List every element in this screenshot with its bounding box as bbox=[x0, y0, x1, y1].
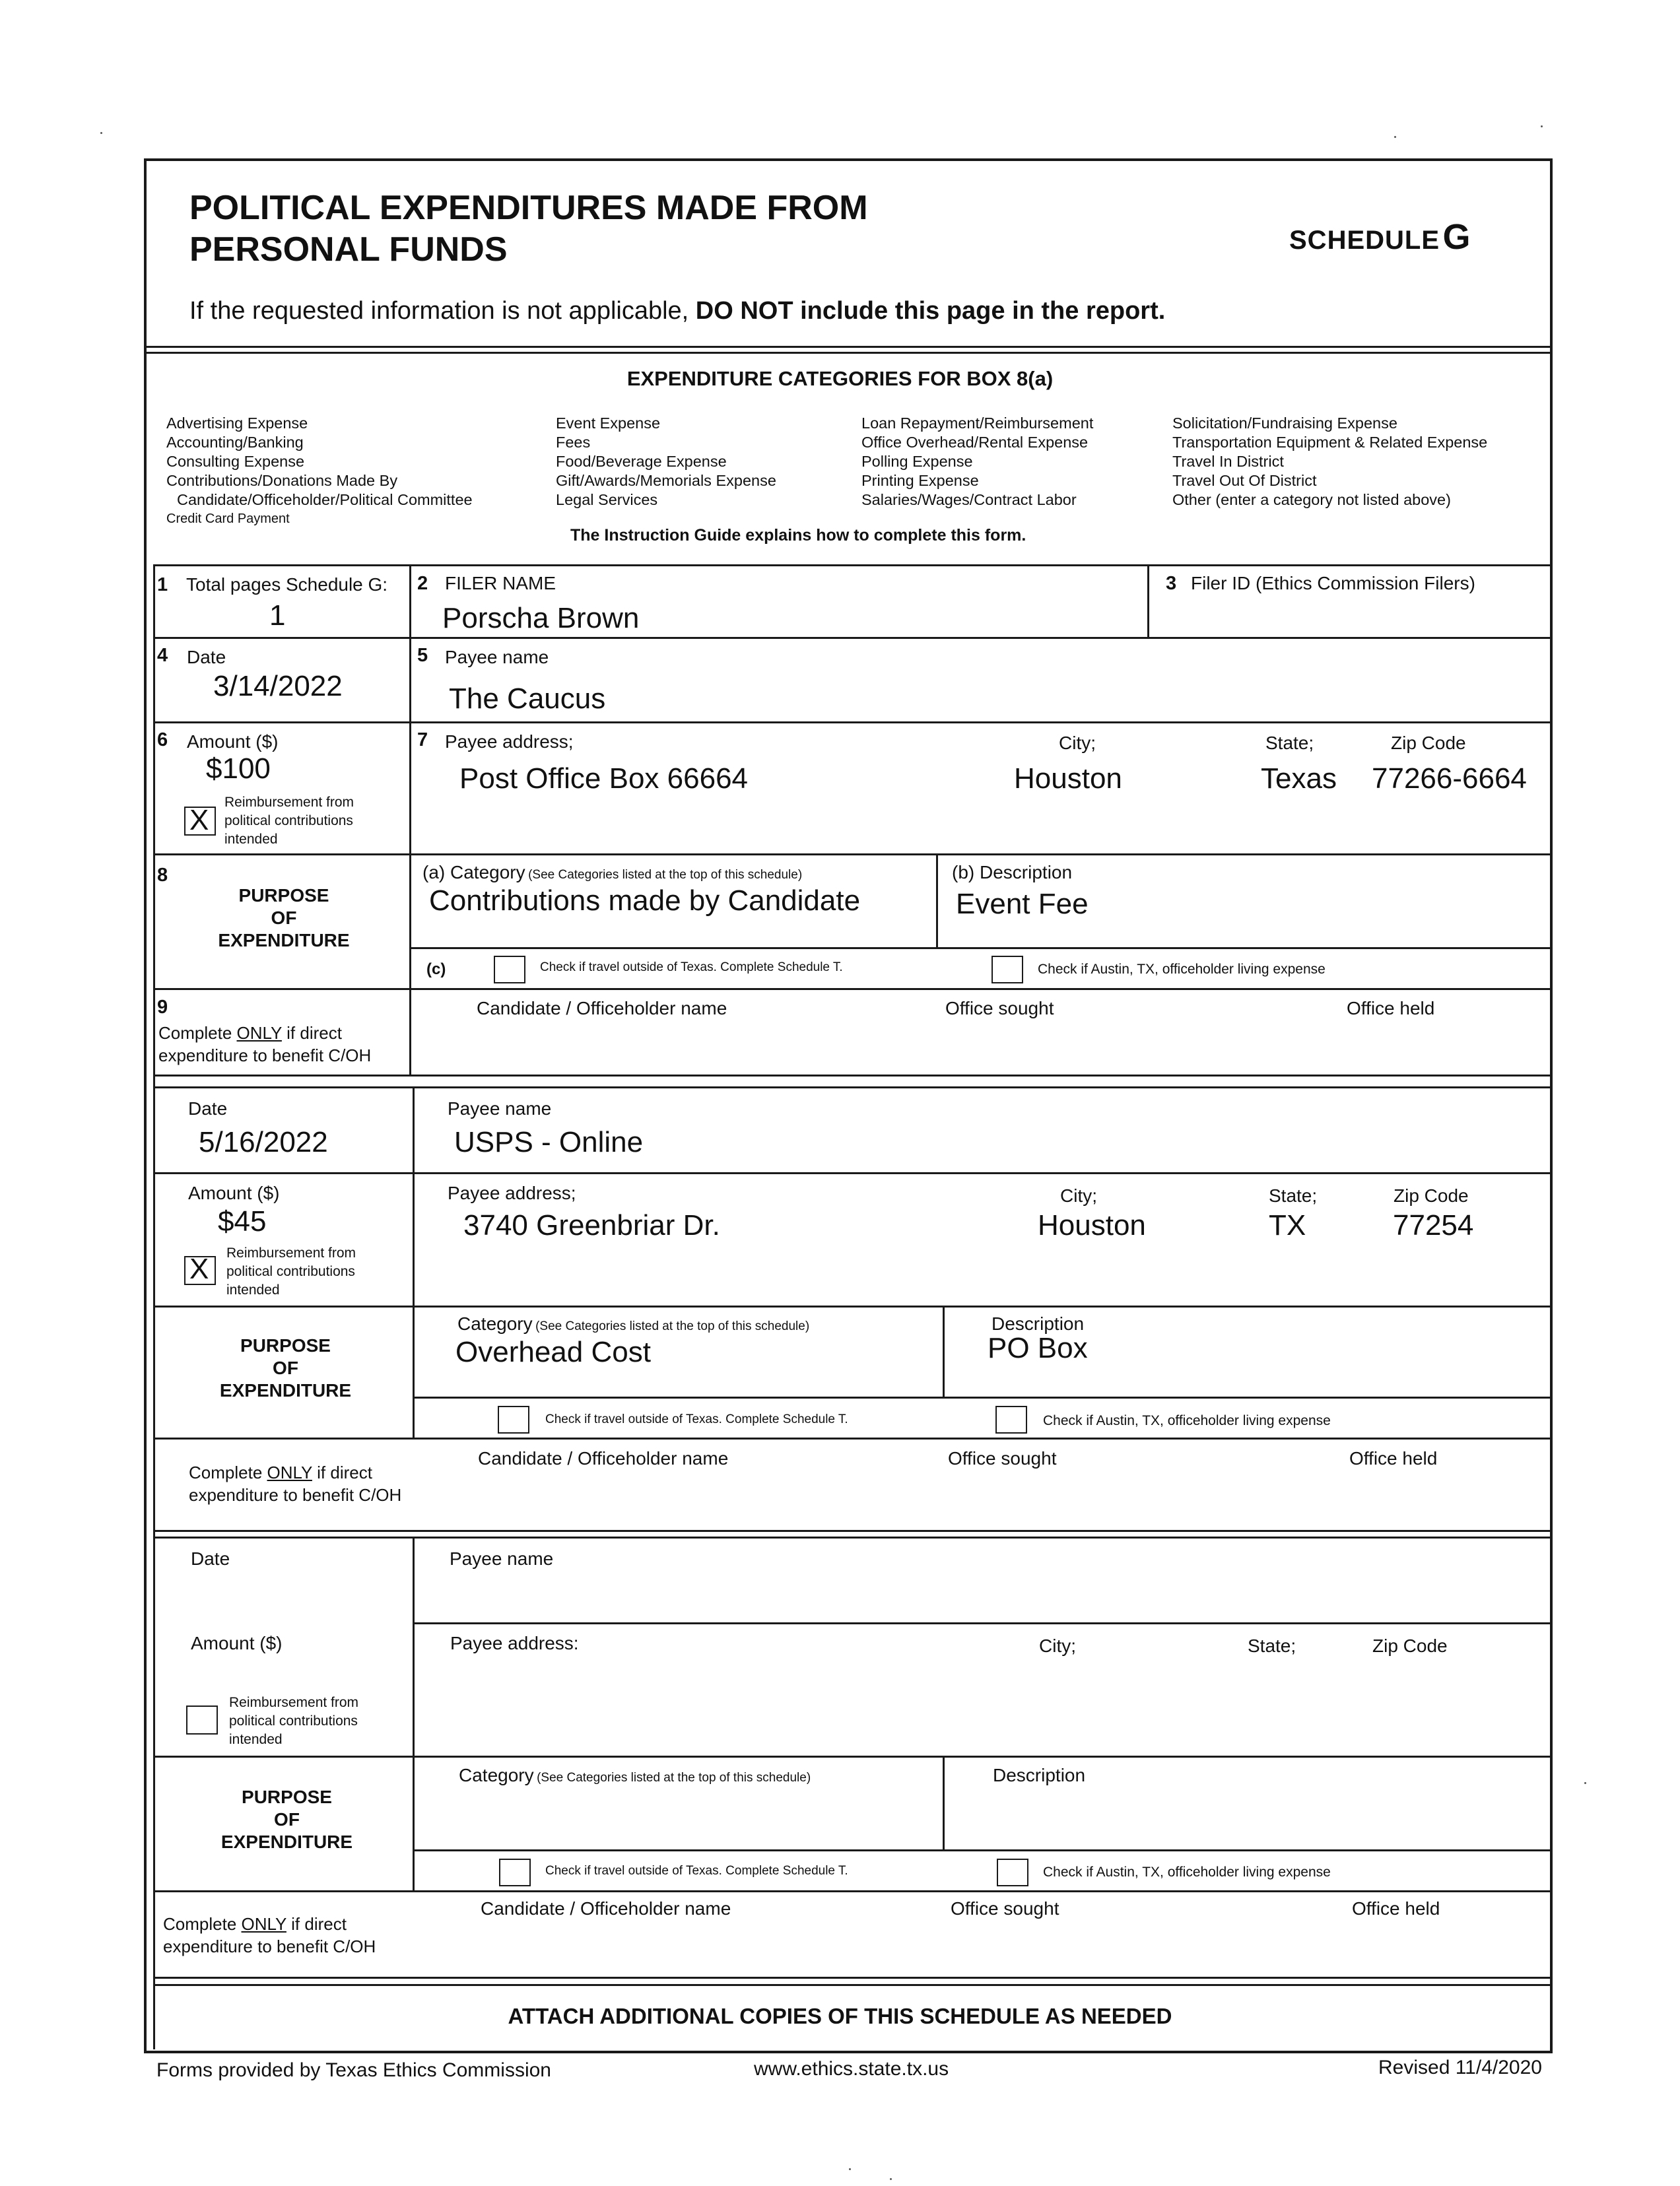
category-item: Travel Out Of District bbox=[1172, 472, 1317, 489]
entry2-zip[interactable]: 77254 bbox=[1393, 1209, 1474, 1242]
entry3-austin-checkbox[interactable] bbox=[997, 1859, 1028, 1886]
row-line bbox=[409, 947, 1553, 949]
box-number-8: 8 bbox=[157, 865, 168, 886]
reimbursement-line: political contributions bbox=[226, 1264, 355, 1279]
category-label bbox=[459, 1765, 811, 1786]
entry2-amount[interactable]: $45 bbox=[218, 1205, 267, 1238]
categories-col2 bbox=[556, 414, 776, 510]
footer-revised: Revised 11/4/2020 bbox=[1378, 2057, 1542, 2078]
entry1-address[interactable]: Post Office Box 66664 bbox=[459, 762, 749, 795]
entry2-reimbursement-text bbox=[226, 1244, 356, 1300]
complete-only: ONLY bbox=[236, 1023, 282, 1043]
row-line bbox=[153, 1086, 1553, 1088]
reimbursement-line: intended bbox=[224, 832, 278, 847]
date-label: Date bbox=[188, 1098, 228, 1119]
office-sought-label: Office sought bbox=[951, 1898, 1059, 1919]
entry2-austin-checkbox[interactable] bbox=[995, 1406, 1027, 1434]
entry2-payee-name[interactable]: USPS - Online bbox=[454, 1126, 644, 1158]
complete-prefix: Complete bbox=[163, 1914, 237, 1934]
category-label-text: Category bbox=[459, 1765, 534, 1785]
purpose-line: PURPOSE bbox=[238, 885, 329, 906]
row-line bbox=[153, 1438, 1553, 1440]
complete-line1 bbox=[163, 1913, 376, 1935]
col-divider bbox=[409, 564, 411, 1076]
box-number-5: 5 bbox=[417, 645, 428, 666]
candidate-name-label: Candidate / Officeholder name bbox=[477, 998, 727, 1018]
candidate-name-label: Candidate / Officeholder name bbox=[478, 1448, 729, 1469]
box-number-6: 6 bbox=[157, 729, 168, 750]
entry2-address[interactable]: 3740 Greenbriar Dr. bbox=[463, 1209, 720, 1242]
purpose-line: PURPOSE bbox=[242, 1787, 332, 1807]
outer-border-right bbox=[1550, 158, 1553, 2053]
total-pages-value[interactable]: 1 bbox=[269, 599, 286, 632]
scan-speck bbox=[1541, 125, 1543, 127]
row-line bbox=[413, 1849, 1553, 1851]
purpose-label bbox=[158, 1335, 413, 1402]
box-number-9: 9 bbox=[157, 997, 168, 1018]
row-line bbox=[153, 721, 1553, 723]
complete-only-note bbox=[163, 1913, 376, 1958]
schedule-letter: G bbox=[1442, 217, 1471, 257]
complete-suffix: if direct bbox=[286, 1023, 342, 1043]
zip-label: Zip Code bbox=[1372, 1636, 1448, 1656]
row-line bbox=[153, 1537, 1553, 1539]
purpose-line: EXPENDITURE bbox=[219, 1380, 352, 1401]
categories-col4 bbox=[1172, 414, 1487, 510]
outer-border-bottom bbox=[144, 2051, 1553, 2053]
scan-speck bbox=[890, 2178, 892, 2180]
row-line bbox=[153, 1890, 1553, 1892]
box-number-7: 7 bbox=[417, 729, 428, 750]
category-item: Advertising Expense bbox=[166, 414, 308, 432]
col-divider bbox=[1147, 564, 1149, 639]
city-label: City; bbox=[1059, 733, 1096, 753]
categories-heading: EXPENDITURE CATEGORIES FOR BOX 8(a) bbox=[626, 367, 1054, 390]
zip-label: Zip Code bbox=[1391, 733, 1466, 753]
travel-check-label: Check if travel outside of Texas. Complete Schedule T. bbox=[540, 960, 843, 974]
reimbursement-line: Reimbursement from bbox=[224, 795, 354, 810]
purpose-line: EXPENDITURE bbox=[220, 1832, 353, 1852]
reimbursement-line: intended bbox=[229, 1732, 283, 1747]
payee-address-label: Payee address; bbox=[445, 731, 574, 752]
category-item: Salaries/Wages/Contract Labor bbox=[861, 491, 1077, 508]
schedule-label bbox=[1289, 216, 1471, 257]
purpose-line: EXPENDITURE bbox=[218, 930, 350, 950]
filer-id-label: Filer ID (Ethics Commission Filers) bbox=[1191, 573, 1475, 593]
footer-website[interactable]: www.ethics.state.tx.us bbox=[754, 2058, 949, 2080]
office-held-label: Office held bbox=[1352, 1898, 1440, 1919]
reimbursement-line: Reimbursement from bbox=[226, 1245, 356, 1261]
entry1-payee-name[interactable]: The Caucus bbox=[449, 682, 606, 715]
outer-border-top bbox=[144, 158, 1553, 161]
entry1-amount[interactable]: $100 bbox=[206, 752, 271, 785]
candidate-name-label: Candidate / Officeholder name bbox=[481, 1898, 731, 1919]
notice-bold: DO NOT include this page in the report. bbox=[695, 297, 1166, 325]
row-line bbox=[153, 1984, 1553, 1986]
austin-check-label: Check if Austin, TX, officeholder living expense bbox=[1043, 1865, 1331, 1880]
payee-name-label: Payee name bbox=[448, 1098, 552, 1119]
reimbursement-line: political contributions bbox=[224, 813, 353, 828]
entry1-state[interactable]: Texas bbox=[1261, 762, 1337, 795]
box-number-1: 1 bbox=[157, 574, 168, 595]
entry3-reimbursement-text bbox=[229, 1694, 358, 1749]
purpose-line: OF bbox=[274, 1809, 300, 1830]
purpose-line: PURPOSE bbox=[240, 1335, 331, 1356]
travel-check-label: Check if travel outside of Texas. Complete Schedule T. bbox=[545, 1864, 848, 1878]
complete-line1 bbox=[158, 1022, 371, 1044]
col-divider bbox=[936, 853, 938, 948]
entry2-reimbursement-mark: X bbox=[189, 1253, 209, 1285]
category-item: Food/Beverage Expense bbox=[556, 453, 727, 470]
attach-copies-note: ATTACH ADDITIONAL COPIES OF THIS SCHEDULE AS NEEDED bbox=[508, 2004, 1172, 2028]
category-item: Polling Expense bbox=[861, 453, 973, 470]
entry1-date[interactable]: 3/14/2022 bbox=[213, 670, 343, 702]
state-label: State; bbox=[1248, 1636, 1296, 1656]
category-item: Consulting Expense bbox=[166, 453, 305, 470]
reimbursement-line: political contributions bbox=[229, 1713, 358, 1729]
entry1-description[interactable]: Event Fee bbox=[956, 888, 1089, 920]
complete-line1 bbox=[189, 1461, 401, 1484]
category-item: Printing Expense bbox=[861, 472, 979, 489]
row-line bbox=[413, 1622, 1553, 1624]
category-label-text: Category bbox=[457, 1313, 533, 1334]
amount-label: Amount ($) bbox=[188, 1183, 280, 1203]
row-line bbox=[153, 1977, 1553, 1979]
office-held-label: Office held bbox=[1349, 1448, 1438, 1469]
notice-prefix: If the requested information is not applicable, bbox=[189, 297, 689, 325]
entry2-state[interactable]: TX bbox=[1269, 1209, 1306, 1242]
entry3-travel-checkbox[interactable] bbox=[499, 1859, 531, 1886]
row-line bbox=[153, 1172, 1553, 1174]
outer-border-left bbox=[144, 158, 147, 2053]
row-line bbox=[153, 1530, 1553, 1532]
row-line bbox=[413, 1397, 1553, 1399]
category-item: Transportation Equipment & Related Expense bbox=[1172, 434, 1488, 451]
row-line bbox=[153, 1306, 1553, 1308]
col-divider bbox=[943, 1306, 945, 1398]
entry2-travel-checkbox[interactable] bbox=[498, 1406, 529, 1434]
header-divider-b bbox=[144, 352, 1553, 354]
entry1-zip[interactable]: 77266-6664 bbox=[1372, 762, 1527, 795]
filer-name-label: FILER NAME bbox=[445, 573, 556, 593]
complete-only-note bbox=[158, 1022, 371, 1067]
notice-text bbox=[189, 297, 1165, 325]
date-label: Date bbox=[191, 1548, 230, 1569]
category-note: (See Categories listed at the top of this schedule) bbox=[535, 1319, 810, 1333]
complete-suffix: if direct bbox=[317, 1463, 372, 1482]
row-line bbox=[153, 637, 1553, 639]
austin-check-label: Check if Austin, TX, officeholder living expense bbox=[1043, 1413, 1331, 1428]
office-held-label: Office held bbox=[1347, 998, 1435, 1018]
category-note: (See Categories listed at the top of this schedule) bbox=[537, 1771, 811, 1785]
amount-label: Amount ($) bbox=[187, 731, 279, 752]
complete-line2: expenditure to benefit C/OH bbox=[158, 1045, 372, 1065]
header-divider-a bbox=[144, 346, 1553, 348]
entry1-reimbursement-text bbox=[224, 793, 354, 849]
category-item: Candidate/Officeholder/Political Committee bbox=[177, 491, 473, 508]
entry1-reimbursement-mark: X bbox=[189, 804, 209, 836]
scan-speck bbox=[100, 132, 102, 134]
categories-col3 bbox=[861, 414, 1093, 510]
entry2-city[interactable]: Houston bbox=[1038, 1209, 1146, 1242]
city-label: City; bbox=[1060, 1185, 1097, 1206]
col-divider bbox=[413, 1306, 415, 1439]
box-number-3: 3 bbox=[1166, 573, 1177, 594]
complete-line2: expenditure to benefit C/OH bbox=[189, 1485, 402, 1505]
form-title-line1: POLITICAL EXPENDITURES MADE FROM bbox=[189, 189, 868, 227]
row-line bbox=[153, 988, 1553, 990]
amount-label: Amount ($) bbox=[191, 1633, 283, 1653]
payee-address-label: Payee address; bbox=[448, 1183, 576, 1203]
form-title-line2: PERSONAL FUNDS bbox=[189, 230, 508, 269]
total-pages-label: Total pages Schedule G: bbox=[186, 574, 388, 595]
entry3-reimbursement-checkbox[interactable] bbox=[186, 1706, 218, 1735]
scan-speck bbox=[849, 2168, 851, 2170]
office-sought-label: Office sought bbox=[948, 1448, 1057, 1469]
description-label: Description bbox=[993, 1765, 1086, 1785]
payee-address-label: Payee address: bbox=[450, 1633, 579, 1653]
office-sought-label: Office sought bbox=[945, 998, 1054, 1018]
entry2-description[interactable]: PO Box bbox=[988, 1332, 1088, 1364]
instruction-note: The Instruction Guide explains how to complete this form. bbox=[570, 526, 1026, 545]
reimbursement-line: Reimbursement from bbox=[229, 1695, 359, 1710]
date-label: Date bbox=[187, 647, 226, 667]
payee-name-label: Payee name bbox=[445, 647, 549, 667]
row-line bbox=[153, 1756, 1553, 1758]
purpose-line: OF bbox=[273, 1358, 298, 1378]
purpose-label bbox=[160, 1786, 414, 1853]
row-line bbox=[153, 1075, 1553, 1076]
box-number-2: 2 bbox=[417, 573, 428, 594]
category-item: Fees bbox=[556, 434, 591, 451]
category-item: Gift/Awards/Memorials Expense bbox=[556, 472, 776, 489]
state-label: State; bbox=[1265, 733, 1314, 753]
category-label bbox=[422, 862, 802, 883]
category-item: Credit Card Payment bbox=[166, 512, 290, 526]
entry1-austin-checkbox[interactable] bbox=[991, 956, 1023, 983]
state-label: State; bbox=[1269, 1185, 1318, 1206]
box-number-4: 4 bbox=[157, 645, 168, 666]
category-item: Loan Repayment/Reimbursement bbox=[861, 414, 1094, 432]
purpose-label bbox=[158, 884, 409, 952]
purpose-line: OF bbox=[271, 908, 297, 928]
entry1-city[interactable]: Houston bbox=[1014, 762, 1122, 795]
category-label-text: (a) Category bbox=[422, 862, 525, 882]
zip-label: Zip Code bbox=[1394, 1185, 1469, 1206]
entry1-travel-checkbox[interactable] bbox=[494, 956, 525, 983]
complete-only-note bbox=[189, 1461, 401, 1506]
category-item: Travel In District bbox=[1172, 453, 1284, 470]
row-line bbox=[153, 564, 1553, 566]
complete-prefix: Complete bbox=[158, 1023, 232, 1043]
entry2-date[interactable]: 5/16/2022 bbox=[199, 1126, 328, 1158]
category-item: Contributions/Donations Made By bbox=[166, 472, 398, 489]
col-divider bbox=[413, 1537, 415, 1758]
reimbursement-line: intended bbox=[226, 1282, 280, 1298]
austin-check-label: Check if Austin, TX, officeholder living expense bbox=[1038, 962, 1326, 977]
category-item: Solicitation/Fundraising Expense bbox=[1172, 414, 1397, 432]
payee-name-label: Payee name bbox=[450, 1548, 554, 1569]
category-item: Other (enter a category not listed above) bbox=[1172, 491, 1451, 508]
category-note: (See Categories listed at the top of this schedule) bbox=[528, 868, 803, 882]
category-item: Accounting/Banking bbox=[166, 434, 304, 451]
row-line bbox=[153, 853, 1553, 855]
category-item: Legal Services bbox=[556, 491, 658, 508]
description-label: (b) Description bbox=[952, 862, 1073, 882]
col-divider bbox=[943, 1756, 945, 1851]
complete-suffix: if direct bbox=[291, 1914, 347, 1934]
col-divider bbox=[413, 1086, 415, 1308]
city-label: City; bbox=[1039, 1636, 1076, 1656]
complete-only: ONLY bbox=[267, 1463, 312, 1482]
schedule-word: SCHEDULE bbox=[1289, 226, 1440, 255]
complete-prefix: Complete bbox=[189, 1463, 263, 1482]
complete-only: ONLY bbox=[241, 1914, 286, 1934]
travel-check-label: Check if travel outside of Texas. Complete Schedule T. bbox=[545, 1412, 848, 1426]
entry1-category[interactable]: Contributions made by Candidate bbox=[429, 884, 861, 917]
footer-provided-by: Forms provided by Texas Ethics Commission bbox=[156, 2059, 551, 2081]
categories-col1 bbox=[166, 414, 473, 529]
entry2-category[interactable]: Overhead Cost bbox=[455, 1336, 651, 1368]
category-item: Office Overhead/Rental Expense bbox=[861, 434, 1089, 451]
category-label bbox=[457, 1313, 809, 1335]
complete-line2: expenditure to benefit C/OH bbox=[163, 1937, 376, 1956]
c-label: (c) bbox=[426, 960, 446, 978]
category-item: Event Expense bbox=[556, 414, 661, 432]
description-label: Description bbox=[991, 1313, 1085, 1334]
scan-speck bbox=[1584, 1782, 1586, 1784]
scan-speck bbox=[1394, 136, 1396, 138]
filer-name-value[interactable]: Porscha Brown bbox=[442, 602, 640, 634]
